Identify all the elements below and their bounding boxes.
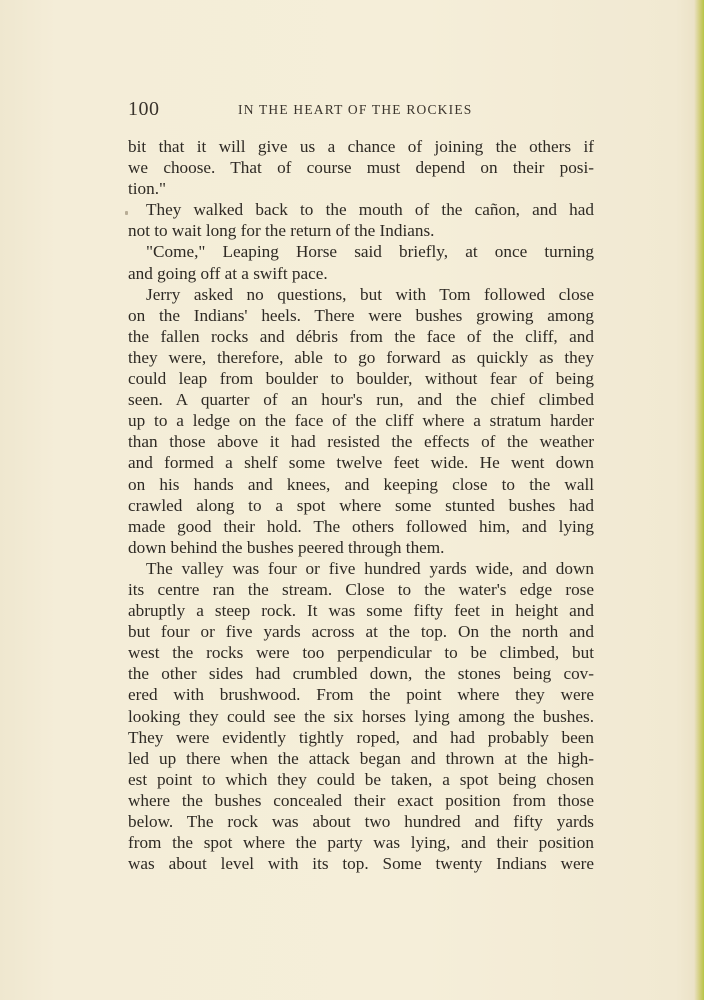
- text-line: the other sides had crumbled down, the stones being cov-: [128, 664, 594, 684]
- text-line: the fallen rocks and débris from the face of the cliff, and: [128, 326, 594, 346]
- text-line: than those above it had resisted the effects of the weather: [128, 432, 594, 452]
- text-line: looking they could see the six horses lying among the bushes.: [128, 706, 594, 726]
- text-line: they were, therefore, able to go forward as quickly as they: [128, 347, 594, 367]
- text-line: seen. A quarter of an hour's run, and the chief climbed: [128, 390, 594, 410]
- text-line: and going off at a swift pace.: [128, 263, 328, 283]
- text-line: bit that it will give us a chance of joining the others if: [128, 137, 594, 156]
- text-line: They walked back to the mouth of the cañon, and had: [146, 200, 594, 220]
- text-line: not to wait long for the return of the Indians.: [128, 221, 435, 241]
- page-edge: [694, 0, 704, 1000]
- text-line: we choose. That of course must depend on their posi-: [128, 158, 594, 178]
- text-line: its centre ran the stream. Close to the water's edge rose: [128, 579, 594, 599]
- running-header: [128, 98, 594, 122]
- running-title: IN THE HEART OF THE ROCKIES: [238, 102, 473, 117]
- body-text: [128, 136, 594, 874]
- text-line: made good their hold. The others followed him, and lying: [128, 516, 594, 536]
- text-line: could leap from boulder to boulder, without fear of being: [128, 369, 594, 389]
- text-line: led up there when the attack began and thrown at the high-: [128, 748, 594, 768]
- text-line: crawled along to a spot where some stunted bushes had: [128, 495, 594, 515]
- text-line: was about level with its top. Some twenty Indians were: [128, 854, 594, 874]
- text-line: ered with brushwood. From the point where they were: [128, 685, 594, 705]
- text-line: up to a ledge on the face of the cliff where a stratum harder: [128, 411, 594, 431]
- text-line: tion.": [128, 179, 167, 199]
- text-line: on the Indians' heels. There were bushes growing among: [128, 305, 594, 325]
- text-line: from the spot where the party was lying, and their position: [128, 833, 594, 853]
- text-line: but four or five yards across at the top. On the north and: [128, 622, 594, 642]
- text-line: Jerry asked no questions, but with Tom followed close: [146, 284, 594, 304]
- text-line: They were evidently tightly roped, and had probably been: [128, 727, 594, 747]
- text-line: abruptly a steep rock. It was some fifty feet in height and: [128, 601, 594, 621]
- page-number: 100: [128, 98, 160, 120]
- text-line: down behind the bushes peered through them.: [128, 537, 445, 557]
- text-line: "Come," Leaping Horse said briefly, at once turning: [146, 242, 594, 262]
- text-line: below. The rock was about two hundred and fifty yards: [128, 812, 594, 831]
- text-line: on his hands and knees, and keeping close to the wall: [128, 474, 594, 494]
- text-line: est point to which they could be taken, a spot being chosen: [128, 769, 594, 789]
- text-line: The valley was four or five hundred yards wide, and down: [146, 558, 594, 578]
- text-line: where the bushes concealed their exact position from those: [128, 790, 594, 810]
- text-line: and formed a shelf some twelve feet wide. He went down: [128, 453, 594, 473]
- text-line: west the rocks were too perpendicular to be climbed, but: [128, 643, 594, 663]
